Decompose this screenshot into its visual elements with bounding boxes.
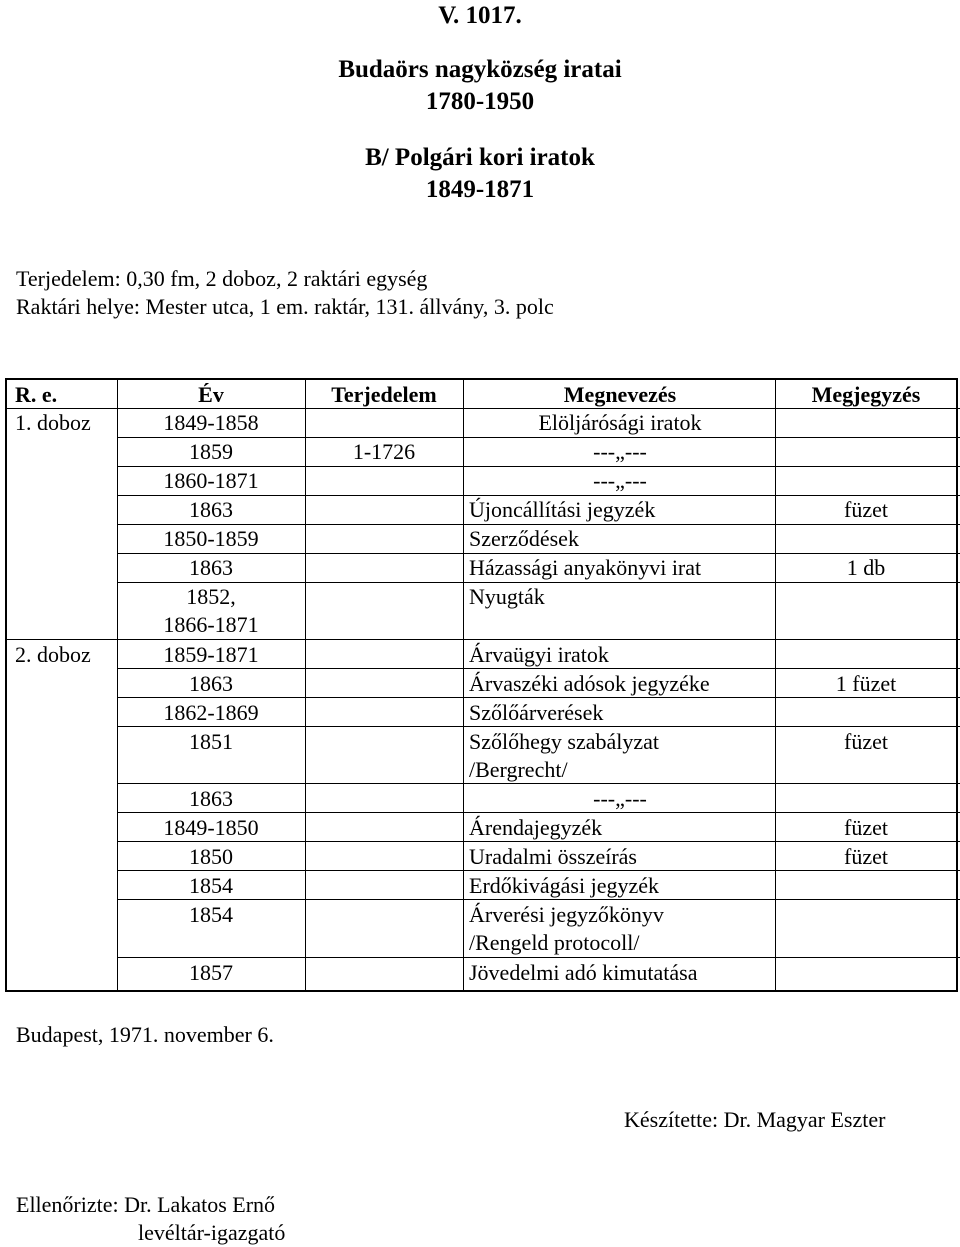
name-cell: Újoncállítási jegyzék	[469, 497, 656, 522]
note-cell: füzet	[844, 497, 888, 522]
name-cell: Házassági anyakönyvi irat	[469, 555, 702, 580]
year-cell: 1854	[189, 902, 233, 927]
note-cell: füzet	[844, 729, 888, 754]
year-cell: 1850-1859	[163, 526, 259, 551]
year-cell: 1863	[189, 555, 233, 580]
checker-title: levéltár-igazgató	[138, 1220, 286, 1245]
note-cell: füzet	[844, 844, 888, 869]
year-cell: 1851	[189, 729, 233, 754]
prepared-by: Készítette: Dr. Magyar Eszter	[624, 1107, 886, 1132]
year-cell: 1859-1871	[163, 642, 259, 667]
name-cell: Szőlőárverések	[469, 700, 604, 725]
year-cell: 1863	[189, 671, 233, 696]
header-extent: Terjedelem	[331, 382, 437, 407]
note-cell: füzet	[844, 815, 888, 840]
document-subtitle: B/ Polgári kori iratok	[365, 144, 595, 171]
name-cell: Elöljárósági iratok	[538, 410, 702, 435]
note-cell: 1 füzet	[835, 671, 897, 696]
year-cell: 1860-1871	[163, 468, 259, 493]
date-line: Budapest, 1971. november 6.	[16, 1022, 274, 1047]
checked-by: Ellenőrizte: Dr. Lakatos Ernő	[16, 1192, 276, 1217]
name-cell: Erdőkivágási jegyzék	[469, 873, 659, 898]
year-cell: 1849-1850	[163, 815, 259, 840]
name-cell: Árvaszéki adósok jegyzéke	[469, 671, 710, 696]
year-cell: 1862-1869	[163, 700, 259, 725]
header-re: R. e.	[15, 382, 58, 407]
year-cell: 1852,	[186, 584, 236, 609]
name-cell: ---„---	[593, 439, 647, 464]
document-years: 1780-1950	[425, 88, 535, 115]
name-cell: Árvaügyi iratok	[469, 642, 609, 667]
year-cell: 1863	[189, 497, 233, 522]
document-reference: V. 1017.	[438, 2, 522, 29]
name-cell: ---„---	[593, 786, 647, 811]
location-line: Raktári helye: Mester utca, 1 em. raktár, 131. állvány, 3. polc	[16, 294, 554, 319]
header-year: Év	[198, 382, 224, 407]
note-cell: 1 db	[846, 555, 886, 580]
extent-line: Terjedelem: 0,30 fm, 2 doboz, 2 raktári egység	[16, 266, 428, 291]
name-cell: /Rengeld protocoll/	[469, 930, 640, 955]
year-cell: 1854	[189, 873, 233, 898]
year-cell: 1859	[189, 439, 233, 464]
year-cell: 1857	[189, 960, 233, 985]
name-cell: Szerződések	[469, 526, 579, 551]
box-label: 2. doboz	[15, 642, 91, 667]
year-cell: 1849-1858	[163, 410, 259, 435]
year-cell: 1850	[189, 844, 233, 869]
name-cell: /Bergrecht/	[469, 757, 568, 782]
name-cell: Jövedelmi adó kimutatása	[469, 960, 698, 985]
name-cell: ---„---	[593, 468, 647, 493]
header-name: Megnevezés	[563, 382, 677, 407]
document-subyears: 1849-1871	[425, 176, 535, 203]
name-cell: Nyugták	[469, 584, 545, 609]
extent-cell: 1-1726	[352, 439, 416, 464]
year-cell: 1866-1871	[163, 612, 259, 637]
name-cell: Uradalmi összeírás	[469, 844, 637, 869]
box-label: 1. doboz	[15, 410, 91, 435]
name-cell: Árverési jegyzőkönyv	[469, 902, 664, 927]
name-cell: Szőlőhegy szabályzat	[469, 729, 659, 754]
name-cell: Árendajegyzék	[469, 815, 603, 840]
year-cell: 1863	[189, 786, 233, 811]
header-note: Megjegyzés	[811, 382, 921, 407]
inventory-table	[5, 378, 958, 992]
document-title: Budaörs nagyközség iratai	[338, 56, 622, 83]
